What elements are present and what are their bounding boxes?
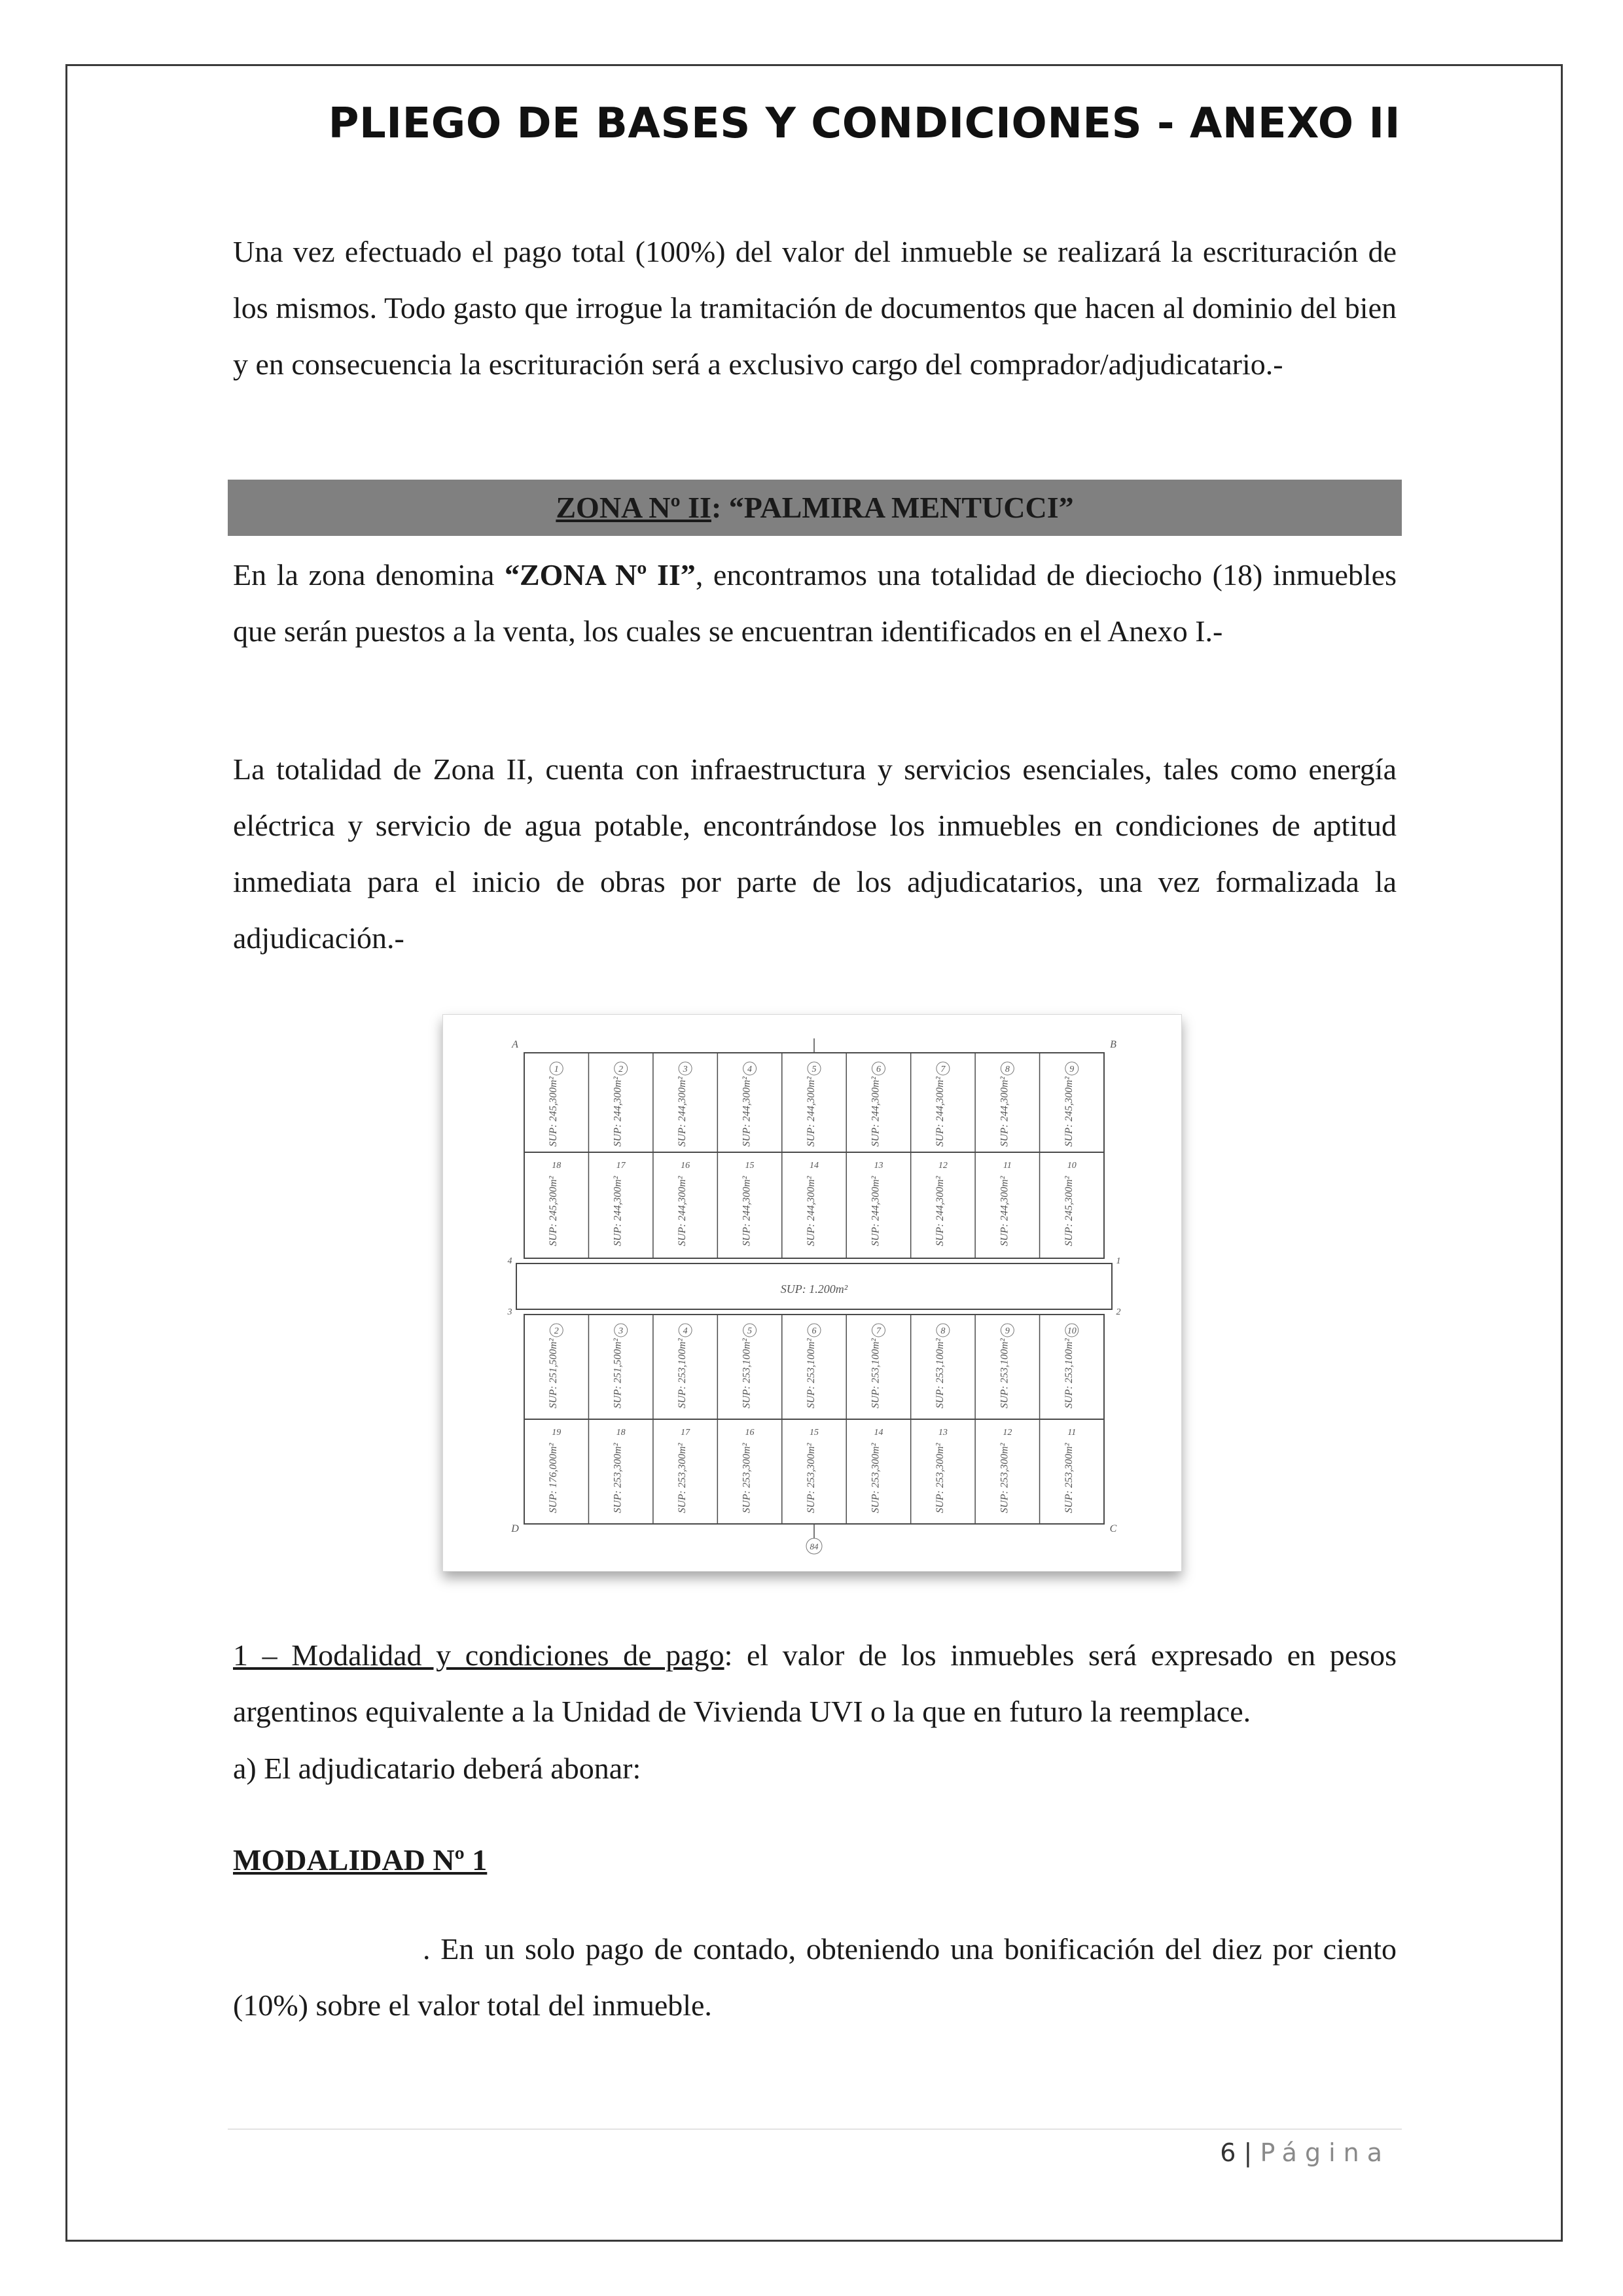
paragraph-escrituracion: Una vez efectuado el pago total (100%) del valor del inmueble se realizará la escrituración de los mismos. Todo gasto que irrogue la tramitación de documentos que hacen al dominio del bien y en consecuencia la escrituración será a exclusivo cargo del comprador/adjudicatario.- [233, 235, 1397, 381]
upper-block-bottom-lot-number: 14 [810, 1161, 819, 1171]
plan-corner-label: D [511, 1523, 519, 1534]
upper-block-top-lot-number: 1 [554, 1065, 559, 1074]
lower-block-bottom-lot-number: 13 [938, 1428, 948, 1438]
upper-block-bottom-lot-area: SUP: 244,300m² [677, 1176, 688, 1246]
page-title: PLIEGO DE BASES Y CONDICIONES - ANEXO II [328, 99, 1400, 148]
lower-block-top-lot-number: 2 [554, 1326, 559, 1336]
paragraph-modalidad-pago [233, 1627, 1397, 1740]
upper-block-bottom-lot-number: 11 [1003, 1161, 1012, 1171]
plan-side-mark: 4 [507, 1256, 512, 1266]
upper-block-bottom-lot-number: 15 [745, 1161, 755, 1171]
upper-block-top-lot-number: 6 [876, 1065, 881, 1074]
upper-block-top-lot-number: 7 [940, 1065, 946, 1074]
upper-block-bottom-lot-number: 18 [552, 1161, 562, 1171]
upper-block-top-lot-number: 5 [812, 1065, 817, 1074]
zone-plan-drawing [443, 1015, 1181, 1571]
zone-heading-rest: : “PALMIRA MENTUCCI” [711, 491, 1074, 524]
paragraph-infraestructura: La totalidad de Zona II, cuenta con infraestructura y servicios esenciales, tales como energía eléctrica y servicio de agua potable, encontrándose los inmuebles en condiciones de aptitud inmediata para el inicio de obras por parte de los adjudicatarios, una vez formalizada la adjudicación.- [233, 752, 1397, 955]
upper-block-top-lot-number: 8 [1005, 1065, 1010, 1074]
lower-block-bottom-lot-number: 11 [1067, 1428, 1077, 1438]
upper-block-bottom-lot-area: SUP: 244,300m² [806, 1176, 817, 1246]
zone-plan-image [442, 1014, 1182, 1572]
lower-block-bottom-lot-number: 16 [745, 1428, 755, 1438]
lower-block-bottom-lot-number: 19 [552, 1428, 562, 1438]
lower-block-bottom-lot-area: SUP: 253,300m² [677, 1443, 688, 1513]
upper-block-bottom-lot-area: SUP: 244,300m² [612, 1176, 624, 1246]
plan-corner-label: A [512, 1039, 518, 1050]
upper-block-top-lot-area: SUP: 244,300m² [741, 1076, 753, 1147]
lower-block-top-lot-number: 5 [747, 1326, 753, 1336]
lower-block-bottom-lot-number: 18 [616, 1428, 626, 1438]
page-footer [0, 2138, 1390, 2167]
zone-heading [228, 480, 1402, 536]
lower-block-top-lot-area: SUP: 251,500m² [548, 1338, 560, 1409]
lower-block-top-lot-number: 10 [1067, 1326, 1077, 1336]
plan-corner-label: C [1109, 1523, 1117, 1534]
upper-block-bottom-lot-area: SUP: 244,300m² [999, 1176, 1010, 1246]
central-strip-area: SUP: 1.200m² [780, 1282, 848, 1296]
upper-block-top-lot-number: 4 [747, 1065, 753, 1074]
upper-block-top-lot-area: SUP: 244,300m² [612, 1076, 624, 1147]
lower-block-bottom-lot-number: 12 [1003, 1428, 1012, 1438]
paragraph-pago-contado: . En un solo pago de contado, obteniendo una bonificación del diez por ciento (10%) sobre el valor total del inmueble. [233, 1932, 1397, 2022]
upper-block-top-lot-number: 3 [683, 1065, 688, 1074]
lower-block-bottom-lot-area: SUP: 253,300m² [999, 1443, 1010, 1513]
lower-block-bottom-lot-area: SUP: 253,300m² [741, 1443, 753, 1513]
upper-block-top-lot-area: SUP: 245,300m² [548, 1076, 560, 1147]
plan-side-mark: 3 [507, 1307, 512, 1317]
upper-block-bottom-lot-number: 16 [681, 1161, 690, 1171]
upper-block-bottom-lot-number: 17 [616, 1161, 626, 1171]
upper-block-bottom-lot-area: SUP: 245,300m² [1063, 1176, 1075, 1246]
lower-block-top-lot-number: 9 [1005, 1326, 1010, 1336]
plan-corner-label: B [1110, 1039, 1116, 1050]
lower-block-bottom-lot-area: SUP: 176,000m² [548, 1443, 560, 1513]
upper-block-top-lot-area: SUP: 244,300m² [806, 1076, 817, 1147]
paragraph-zona-bold: “ZONA Nº II” [505, 558, 696, 592]
lower-block-top-lot-number: 7 [876, 1326, 881, 1336]
lower-block-bottom-lot-area: SUP: 253,300m² [806, 1443, 817, 1513]
paragraph-zona-text-1: En la zona denomina [233, 558, 505, 592]
upper-block-top-lot-area: SUP: 245,300m² [1063, 1076, 1075, 1147]
lower-block-top-lot-number: 3 [618, 1326, 624, 1336]
zone-heading-underlined: ZONA Nº II [556, 491, 711, 524]
plan-side-mark: 2 [1116, 1307, 1121, 1317]
page-number: 6 [1220, 2138, 1236, 2167]
modalidad-pago-heading: 1 – Modalidad y condiciones de pago [233, 1638, 724, 1672]
plan-bottom-mark-label: 84 [810, 1542, 819, 1551]
lower-block-top-lot-number: 8 [940, 1326, 946, 1336]
lower-block-top-lot-area: SUP: 253,100m² [870, 1338, 882, 1409]
footer-separator: | [1243, 2138, 1253, 2167]
upper-block-bottom-lot-area: SUP: 245,300m² [548, 1176, 560, 1246]
lower-block-top-lot-number: 4 [683, 1326, 688, 1336]
lower-block-bottom-lot-number: 17 [681, 1428, 690, 1438]
lower-block-top-lot-area: SUP: 253,100m² [741, 1338, 753, 1409]
lower-block-top-lot-area: SUP: 253,100m² [806, 1338, 817, 1409]
lower-block-top-lot-area: SUP: 251,500m² [612, 1338, 624, 1409]
paragraph-zona-text-2: , encontramos una totalidad de dieciocho (18) inmuebles que serán puestos a la venta, los cuales se encuentran identificados en el Anexo I.- [233, 558, 1397, 648]
upper-block-bottom-lot-number: 10 [1067, 1161, 1077, 1171]
lower-block-bottom-lot-area: SUP: 253,300m² [934, 1443, 946, 1513]
modalidad-pago-text: : el valor de los inmuebles será expresado en pesos argentinos equivalente a la Unidad de Vivienda UVI o la que en futuro la reemplace. [233, 1638, 1397, 1728]
upper-block-bottom-lot-area: SUP: 244,300m² [870, 1176, 882, 1246]
lower-block-top-lot-area: SUP: 253,100m² [999, 1338, 1010, 1409]
lower-block-bottom-lot-area: SUP: 253,300m² [870, 1443, 882, 1513]
lower-block-bottom-lot-number: 15 [810, 1428, 819, 1438]
paragraph-zona-descripcion [233, 547, 1397, 660]
lower-block-bottom-lot-number: 14 [874, 1428, 883, 1438]
lower-block-top-lot-area: SUP: 253,100m² [677, 1338, 688, 1409]
upper-block-bottom-lot-area: SUP: 244,300m² [741, 1176, 753, 1246]
modalidad-1-heading: MODALIDAD Nº 1 [233, 1843, 488, 1877]
lower-block-top-lot-number: 6 [812, 1326, 817, 1336]
upper-block-top-lot-area: SUP: 244,300m² [870, 1076, 882, 1147]
upper-block-bottom-lot-number: 12 [938, 1161, 948, 1171]
upper-block-top-lot-area: SUP: 244,300m² [999, 1076, 1010, 1147]
upper-block-top-lot-area: SUP: 244,300m² [934, 1076, 946, 1147]
upper-block-top-lot-number: 2 [618, 1065, 624, 1074]
lower-block-top-lot-area: SUP: 253,100m² [1063, 1338, 1075, 1409]
lower-block-bottom-lot-area: SUP: 253,300m² [612, 1443, 624, 1513]
lower-block-bottom-lot-area: SUP: 253,300m² [1063, 1443, 1075, 1513]
paragraph-adjudicatario: a) El adjudicatario deberá abonar: [233, 1752, 641, 1785]
footer-divider [228, 2128, 1402, 2130]
zone-heading-bar [228, 480, 1402, 536]
upper-block-bottom-lot-area: SUP: 244,300m² [934, 1176, 946, 1246]
lower-block-top-lot-area: SUP: 253,100m² [934, 1338, 946, 1409]
upper-block-top-lot-area: SUP: 244,300m² [677, 1076, 688, 1147]
upper-block-top-lot-number: 9 [1069, 1065, 1075, 1074]
plan-side-mark: 1 [1116, 1256, 1121, 1266]
page-word: Página [1260, 2138, 1390, 2167]
upper-block-bottom-lot-number: 13 [874, 1161, 883, 1171]
